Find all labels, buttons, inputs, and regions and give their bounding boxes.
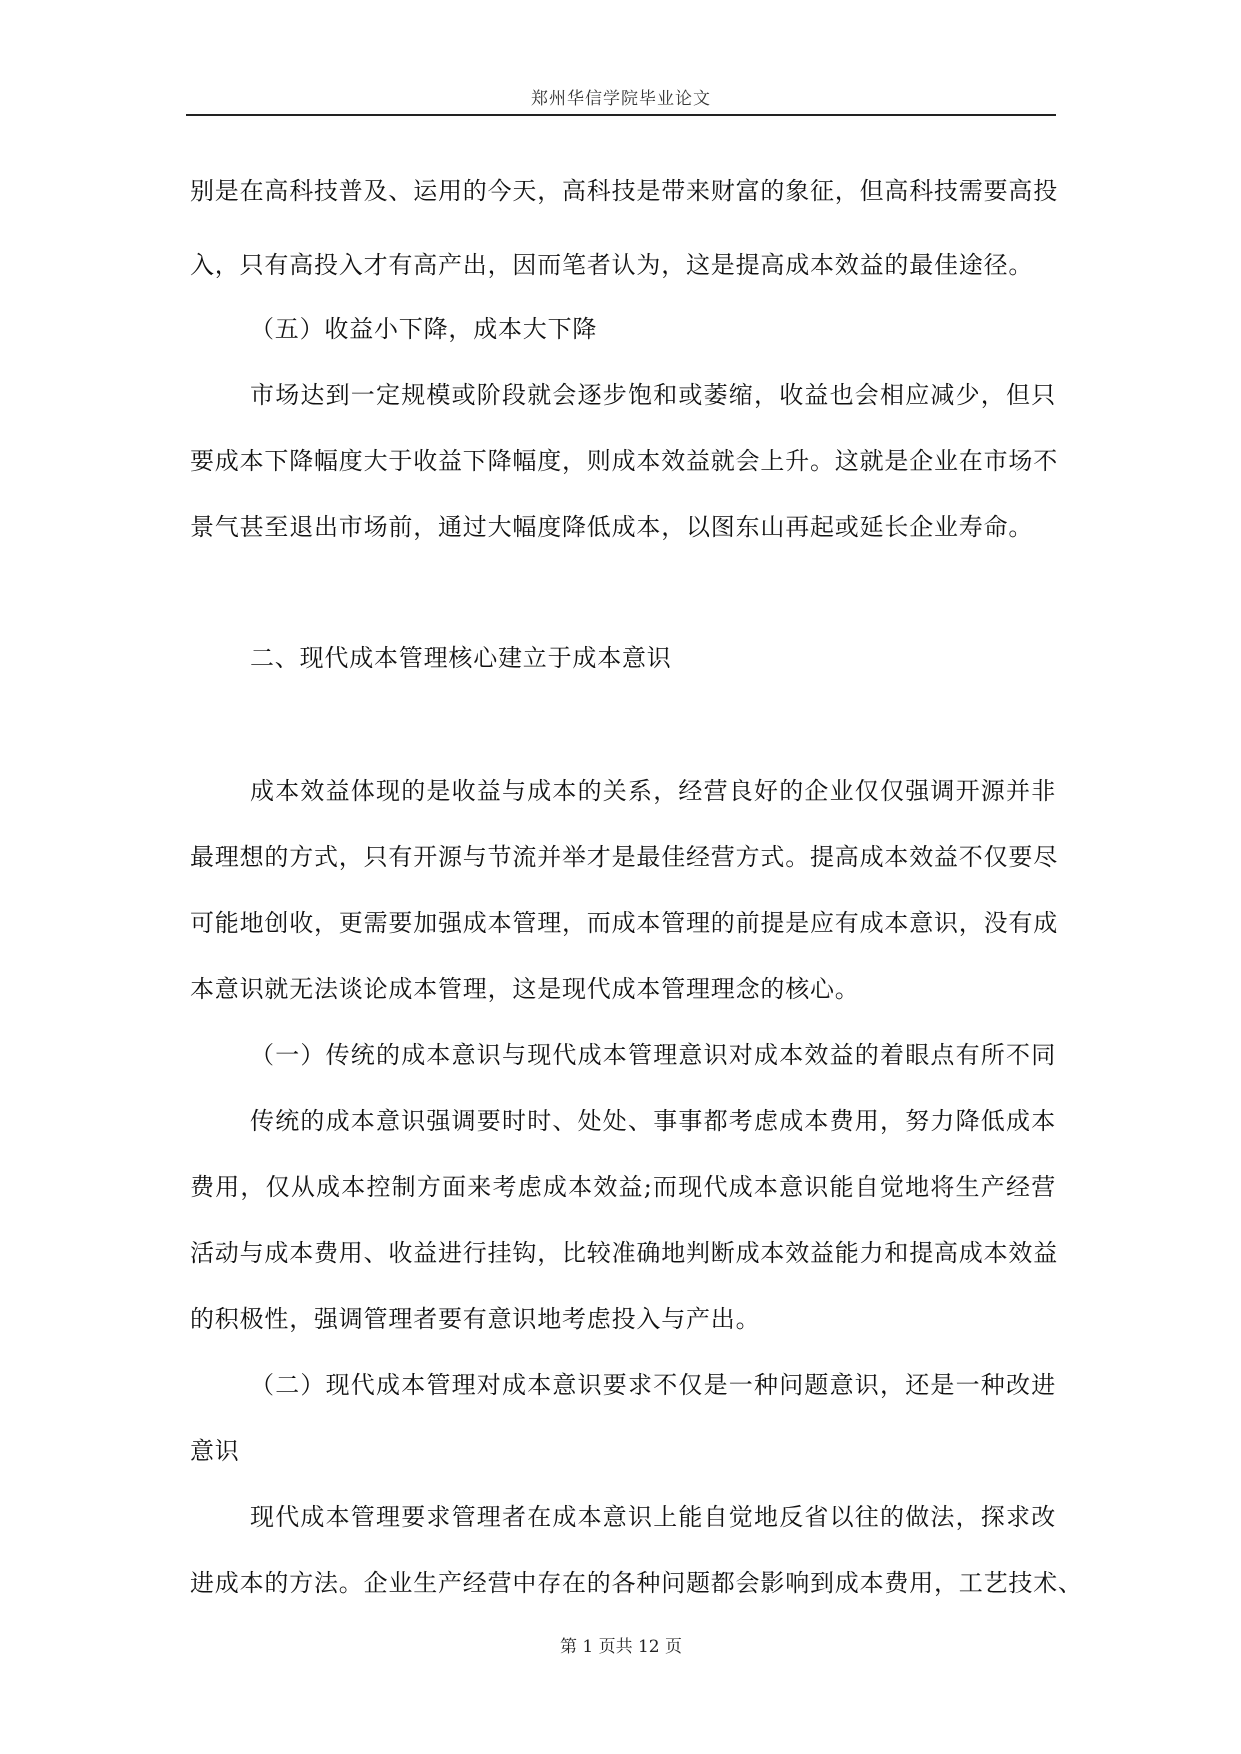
header-divider: [186, 114, 1056, 116]
body-line-10: 可能地创收，更需要加强成本管理，而成本管理的前提是应有成本意识，没有成: [190, 909, 1058, 937]
running-header-title: 郑州华信学院毕业论文: [531, 89, 711, 109]
subsection-heading-2: （二）现代成本管理对成本意识要求不仅是一种问题意识，还是一种改进: [250, 1371, 1056, 1399]
page-number-footer: 第 1 页共 12 页: [559, 1637, 683, 1657]
chapter-heading-2: 二、现代成本管理核心建立于成本意识: [250, 644, 672, 672]
body-line-11: 本意识就无法谈论成本管理，这是现代成本管理理念的核心。: [190, 975, 860, 1003]
body-line-2: 入，只有高投入才有高产出，因而笔者认为，这是提高成本效益的最佳途径。: [190, 251, 1034, 279]
body-line-20: 进成本的方法。企业生产经营中存在的各种问题都会影响到成本费用，工艺技术、: [190, 1569, 1083, 1597]
body-line-13: 传统的成本意识强调要时时、处处、事事都考虑成本费用，努力降低成本: [250, 1107, 1056, 1135]
body-line-8: 成本效益体现的是收益与成本的关系，经营良好的企业仅仅强调开源并非: [250, 777, 1056, 805]
body-line-4: 市场达到一定规模或阶段就会逐步饱和或萎缩，收益也会相应减少，但只: [250, 381, 1056, 409]
body-line-6: 景气甚至退出市场前，通过大幅度降低成本，以图东山再起或延长企业寿命。: [190, 513, 1034, 541]
body-line-14: 费用，仅从成本控制方面来考虑成本效益;而现代成本意识能自觉地将生产经营: [190, 1173, 1056, 1201]
body-line-5: 要成本下降幅度大于收益下降幅度，则成本效益就会上升。这就是企业在市场不: [190, 447, 1058, 475]
subsection-heading-1: （一）传统的成本意识与现代成本管理意识对成本效益的着眼点有所不同: [250, 1041, 1056, 1069]
body-line-1: 别是在高科技普及、运用的今天，高科技是带来财富的象征，但高科技需要高投: [190, 177, 1058, 205]
body-line-15: 活动与成本费用、收益进行挂钩，比较准确地判断成本效益能力和提高成本效益: [190, 1239, 1058, 1267]
section-heading-5: （五）收益小下降，成本大下降: [250, 315, 598, 343]
subsection-heading-2-cont: 意识: [190, 1437, 240, 1465]
body-line-19: 现代成本管理要求管理者在成本意识上能自觉地反省以往的做法，探求改: [250, 1503, 1056, 1531]
body-line-9: 最理想的方式，只有开源与节流并举才是最佳经营方式。提高成本效益不仅要尽: [190, 843, 1058, 871]
body-line-16: 的积极性，强调管理者要有意识地考虑投入与产出。: [190, 1305, 761, 1333]
